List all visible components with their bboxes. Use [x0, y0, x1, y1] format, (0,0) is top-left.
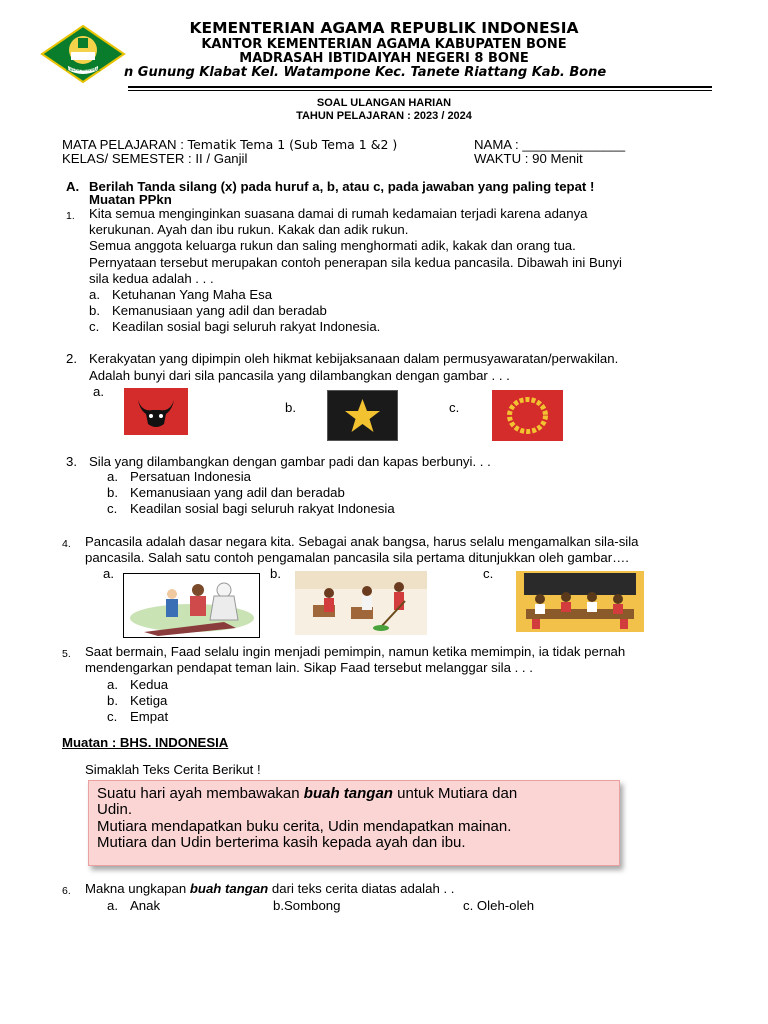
story-box [88, 780, 620, 866]
exam-year: TAHUN PELAJARAN : 2023 / 2024 [296, 110, 472, 122]
q1-option-letter[interactable]: c. [89, 319, 100, 334]
q4-option-b-letter[interactable]: b. [270, 566, 281, 581]
header-address: n Gunung Klabat Kel. Watampone Kec. Tanete Riattang Kab. Bone [124, 65, 607, 80]
section-bi-heading: Muatan : BHS. INDONESIA [62, 735, 229, 750]
name-field: NAMA : ______________ [474, 137, 626, 152]
header-office: KANTOR KEMENTERIAN AGAMA KABUPATEN BONE [201, 37, 567, 52]
q4-line: pancasila. Salah satu contoh pengamalan pancasila sila pertama ditunjukkan oleh gambar…. [85, 550, 629, 565]
q1-option-text[interactable]: Kemanusiaan yang adil dan beradab [112, 303, 327, 318]
subject-label: MATA PELAJARAN : [62, 137, 188, 152]
q6-option-b[interactable]: b.Sombong [273, 898, 341, 913]
q3-option-letter[interactable]: a. [107, 469, 118, 484]
q5-number: 5. [62, 648, 71, 660]
q6-text: Makna ungkapan buah tangan dari teks cerita diatas adalah . . [85, 881, 455, 896]
q4-number: 4. [62, 538, 71, 550]
q6-option-letter[interactable]: a. [107, 898, 118, 913]
q3-option-text[interactable]: Keadilan sosial bagi seluruh rakyat Indonesia [130, 501, 395, 516]
q5-line: mendengarkan pendapat teman lain. Sikap Faad tersebut melanggar sila . . . [85, 660, 533, 675]
section-a-instruction: Berilah Tanda silang (x) pada huruf a, b, atau c, pada jawaban yang paling tepat ! [89, 179, 595, 194]
q1-option-text[interactable]: Keadilan sosial bagi seluruh rakyat Indonesia. [112, 319, 381, 334]
q1-option-letter[interactable]: b. [89, 303, 100, 318]
q6-number: 6. [62, 885, 71, 897]
q1-number: 1. [66, 210, 75, 222]
q3-option-text[interactable]: Kemanusiaan yang adil dan beradab [130, 485, 345, 500]
story-line-4: Mutiara dan Udin berterima kasih kepada ayah dan ibu. [97, 834, 466, 851]
q2-option-c-letter[interactable]: c. [449, 400, 460, 415]
q6-emphasis: buah tangan [189, 881, 269, 896]
q4-line: Pancasila adalah dasar negara kita. Sebagai anak bangsa, harus selalu mengamalkan sila-sila [85, 534, 639, 549]
story-line-1: Suatu hari ayah membawakan buah tangan untuk Mutiara dan [97, 785, 518, 802]
story-emphasis: buah tangan [303, 785, 393, 802]
q2-option-b-letter[interactable]: b. [285, 400, 296, 415]
q3-text: Sila yang dilambangkan dengan gambar padi dan kapas berbunyi. . . [89, 454, 491, 469]
q5-line: Saat bermain, Faad selalu ingin menjadi pemimpin, namun ketika memimpin, ia tidak pernah [85, 644, 626, 659]
classroom-cleaning-image[interactable] [295, 571, 427, 635]
q5-option-letter[interactable]: a. [107, 677, 118, 692]
q3-option-text[interactable]: Persatuan Indonesia [130, 469, 251, 484]
q6-option-text[interactable]: Anak [130, 898, 161, 913]
header-rule-thick [128, 86, 712, 88]
q1-line: kerukunan. Ayah dan ibu rukun. Kakak dan adik rukun. [89, 222, 409, 237]
q6-option-c[interactable]: c. Oleh-oleh [463, 898, 535, 913]
q3-option-letter[interactable]: c. [107, 501, 118, 516]
q5-option-text[interactable]: Empat [130, 709, 169, 724]
q5-option-text[interactable]: Kedua [130, 677, 169, 692]
q3-number: 3. [66, 454, 77, 469]
section-ppkn-heading: Muatan PPkn [89, 192, 172, 207]
exam-title: SOAL ULANGAN HARIAN [316, 97, 452, 109]
header-school: MADRASAH IBTIDAIYAH NEGERI 8 BONE [239, 51, 529, 66]
q1-line: Kita semua menginginkan suasana damai di rumah kedamaian terjadi karena adanya [89, 206, 588, 221]
header-rule-thin [128, 90, 712, 91]
q2-option-a-letter[interactable]: a. [93, 384, 104, 399]
logo-caption: IKHLAS BERAMAL [65, 67, 101, 72]
story-line-2: Udin. [97, 801, 133, 818]
q1-line: Semua anggota keluarga rukun dan saling menghormati adik, kakak dan orang tua. [89, 238, 576, 253]
q5-option-letter[interactable]: b. [107, 693, 118, 708]
bull-head-symbol-image[interactable] [124, 388, 188, 435]
q2-number: 2. [66, 351, 77, 366]
section-a-letter: A. [66, 179, 80, 194]
q2-line: Adalah bunyi dari sila pancasila yang dilambangkan dengan gambar . . . [89, 368, 510, 383]
students-meeting-image[interactable] [516, 571, 644, 632]
class-row: KELAS/ SEMESTER : II / Ganjil [62, 151, 248, 166]
star-symbol-image[interactable] [327, 390, 398, 441]
time-row: WAKTU : 90 Menit [474, 151, 583, 166]
q2-line: Kerakyatan yang dipimpin oleh hikmat kebijaksanaan dalam permusyawaratan/perwakilan. [89, 351, 619, 366]
q1-line: sila kedua adalah . . . [89, 271, 214, 286]
praying-people-image[interactable] [123, 573, 260, 638]
q5-option-letter[interactable]: c. [107, 709, 118, 724]
q1-line: Pernyataan tersebut merupakan contoh penerapan sila kedua pancasila. Dibawah ini Bunyi [89, 255, 622, 270]
q4-option-a-letter[interactable]: a. [103, 566, 114, 581]
q1-option-letter[interactable]: a. [89, 287, 100, 302]
story-line-3: Mutiara mendapatkan buku cerita, Udin mendapatkan mainan. [97, 818, 512, 835]
header-ministry: KEMENTERIAN AGAMA REPUBLIK INDONESIA [189, 19, 579, 37]
q4-option-c-letter[interactable]: c. [483, 566, 494, 581]
q1-option-text[interactable]: Ketuhanan Yang Maha Esa [112, 287, 273, 302]
story-instruction: Simaklah Teks Cerita Berikut ! [85, 762, 261, 777]
subject-value: Tematik Tema 1 (Sub Tema 1 &2 ) [187, 137, 398, 152]
q3-option-letter[interactable]: b. [107, 485, 118, 500]
chain-symbol-image[interactable] [492, 390, 563, 441]
q5-option-text[interactable]: Ketiga [130, 693, 168, 708]
